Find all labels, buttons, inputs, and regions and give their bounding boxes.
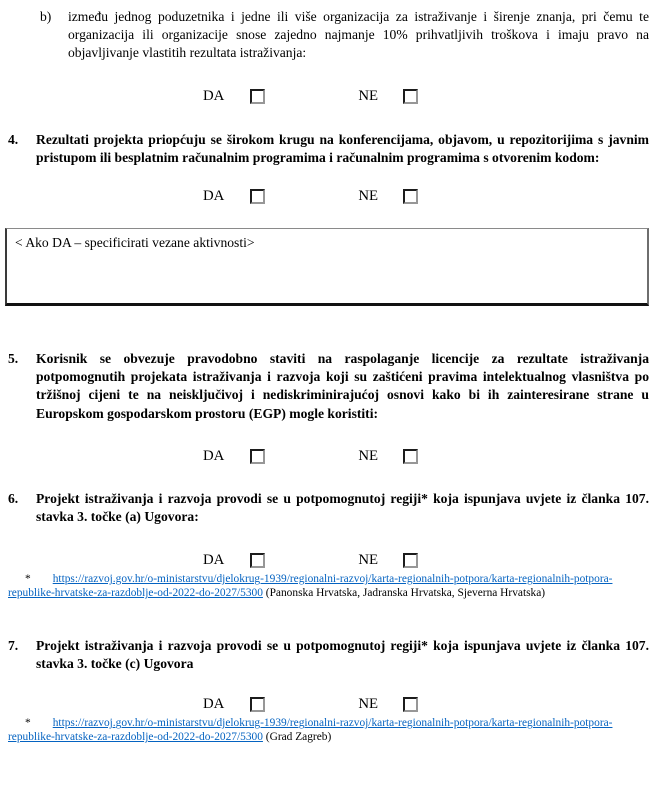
question-6 xyxy=(8,490,649,526)
da-ne-row-7 xyxy=(8,696,649,712)
question-4-marker: 4. xyxy=(8,131,19,147)
ne-label-5: NE xyxy=(358,448,379,465)
question-b-marker: b) xyxy=(40,9,52,24)
footnote-7 xyxy=(8,717,649,745)
footnote-7-asterisk: * xyxy=(25,717,31,730)
footnote-6 xyxy=(8,573,649,601)
da-ne-row-4 xyxy=(8,188,649,204)
da-label-b: DA xyxy=(203,88,225,105)
footnote-6-asterisk: * xyxy=(25,573,31,586)
da-checkbox-4[interactable] xyxy=(250,189,265,204)
question-7 xyxy=(8,637,649,673)
ne-checkbox-5[interactable] xyxy=(403,449,418,464)
question-5-marker: 5. xyxy=(8,351,19,367)
ne-label-6: NE xyxy=(358,551,379,568)
question-6-marker: 6. xyxy=(8,490,19,506)
ne-checkbox-4[interactable] xyxy=(403,189,418,204)
footnote-7-link[interactable]: https://razvoj.gov.hr/o-ministarstvu/djelokrug-1939/regionalni-razvoj/karta-regionalnih-potpora/karta-regionalnih-potpora-republike-hrvatske-za-razdoblje-od-2022-do-2027/5300 xyxy=(8,717,613,744)
footnote-7-note: (Grad Zagreb) xyxy=(265,731,332,744)
question-7-text: Projekt istraživanja i razvoja provodi se u potpomognutoj regiji* koja ispunjava uvjete iz članka 107. stavka 3. točke (c) Ugovora xyxy=(36,638,649,672)
da-ne-row-6 xyxy=(8,552,649,568)
ne-checkbox-b[interactable] xyxy=(403,89,418,104)
question-5-text: Korisnik se obvezuje pravodobno staviti na raspolaganje licencije za rezultate istraživanja potpomognutih projekata istraživanja i razvoja koji su zaštićeni pravima intelektualnog vlasništva po tržišnoj cijeni te na neisključivoj i nediskriminirajućoj osnovi kako bi ih zainteresirane strane u Europskom gospodarskom prostoru (EGP) mogle koristiti: xyxy=(36,351,649,421)
da-ne-row-5 xyxy=(8,449,649,465)
ne-checkbox-6[interactable] xyxy=(403,553,418,568)
da-label-6: DA xyxy=(203,551,225,568)
ne-label-4: NE xyxy=(358,187,379,204)
question-6-text: Projekt istraživanja i razvoja provodi se u potpomognutoj regiji* koja ispunjava uvjete iz članka 107. stavka 3. točke (a) Ugovora: xyxy=(36,490,649,525)
ne-label-7: NE xyxy=(358,695,379,712)
da-checkbox-5[interactable] xyxy=(250,449,265,464)
footnote-6-link[interactable]: https://razvoj.gov.hr/o-ministarstvu/djelokrug-1939/regionalni-razvoj/karta-regionalnih-potpora/karta-regionalnih-potpora-republike-hrvatske-za-razdoblje-od-2022-do-2027/5300 xyxy=(8,573,613,600)
question-b xyxy=(40,8,649,63)
question-4 xyxy=(8,131,649,167)
da-label-4: DA xyxy=(203,187,225,204)
da-label-5: DA xyxy=(203,448,225,465)
question-b-text: između jednog poduzetnika i jedne ili više organizacija za istraživanje i širenje znanja, pri čemu te organizacija ili organizacije snose zajedno najmanje 10% prihvatljivih troškova i imaju pravo na objavljivanje vlastitih rezultata istraživanja: xyxy=(68,9,649,61)
footnote-6-note: (Panonska Hrvatska, Jadranska Hrvatska, Sjeverna Hrvatska) xyxy=(265,587,546,600)
da-label-7: DA xyxy=(203,695,225,712)
activities-answer-placeholder: < Ako DA – specificirati vezane aktivnosti> xyxy=(15,235,255,251)
da-checkbox-7[interactable] xyxy=(250,697,265,712)
da-ne-row-b xyxy=(8,89,649,105)
da-checkbox-6[interactable] xyxy=(250,553,265,568)
question-7-marker: 7. xyxy=(8,638,19,654)
ne-checkbox-7[interactable] xyxy=(403,697,418,712)
question-4-text: Rezultati projekta priopćuju se širokom krugu na konferencijama, objavom, u repozitorijima s javnim pristupom ili besplatnim računalnim programima i računalnim programima s otvorenim kodom: xyxy=(36,131,649,165)
da-checkbox-b[interactable] xyxy=(250,89,265,104)
question-5 xyxy=(8,350,649,423)
activities-answer-box[interactable] xyxy=(5,228,649,306)
ne-label-b: NE xyxy=(358,88,379,105)
